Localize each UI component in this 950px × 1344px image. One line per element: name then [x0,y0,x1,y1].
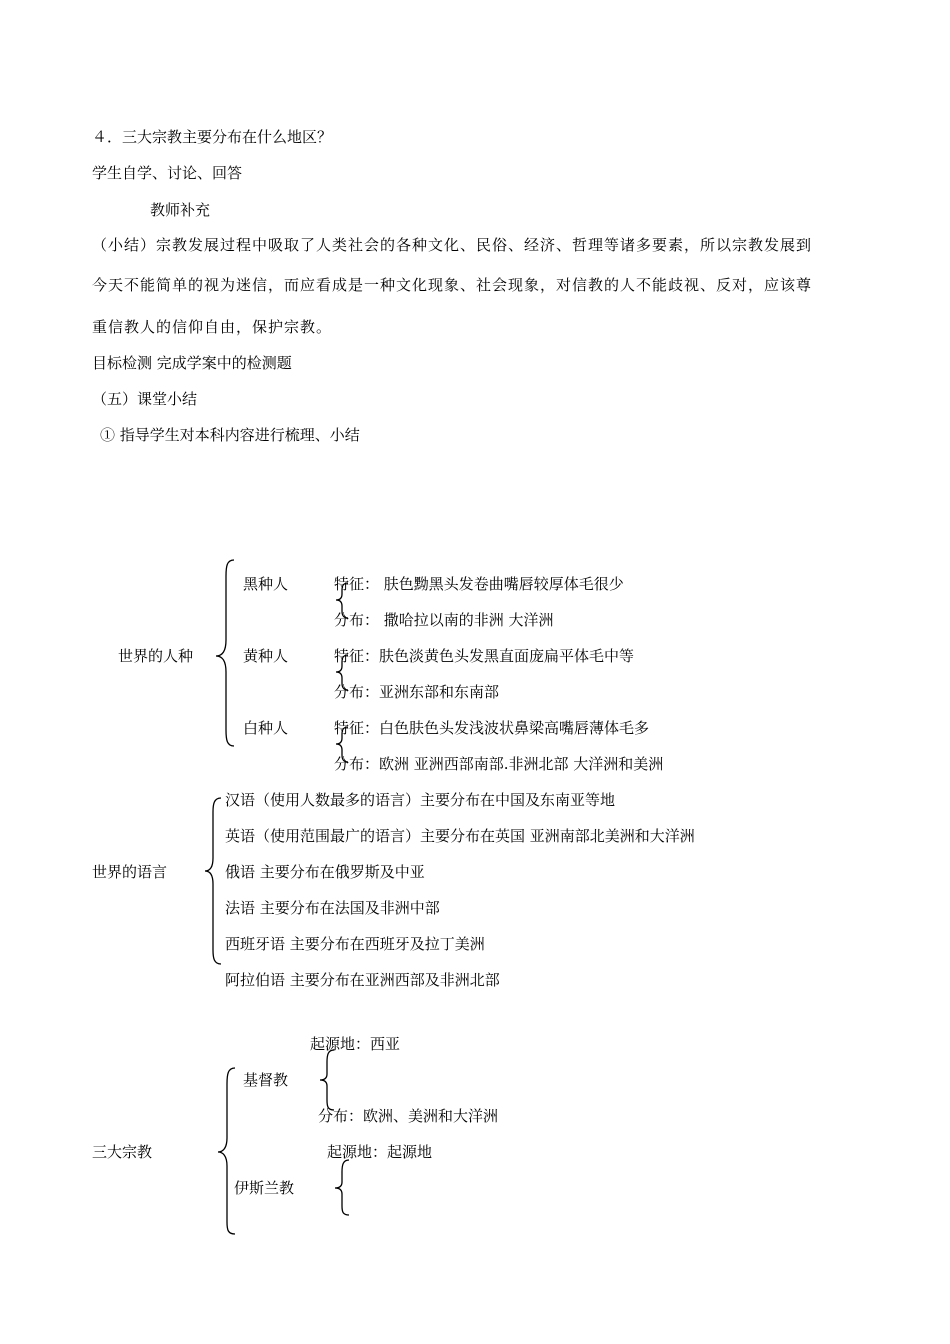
races-title: 世界的人种 [118,647,194,665]
teacher-supplement: 教师补充 [150,201,211,219]
christianity-origin: 起源地：西亚 [310,1035,401,1053]
languages-title: 世界的语言 [92,863,168,881]
islam-name: 伊斯兰教 [234,1179,295,1197]
christianity-brace [320,1050,334,1110]
races-main-brace [216,560,234,746]
religions-main-brace [218,1068,235,1234]
languages-brace [205,798,221,964]
language-item: 西班牙语 主要分布在西班牙及拉丁美洲 [225,935,485,953]
race-features-white: 特征：白色肤色头发浅波状鼻梁高嘴唇薄体毛多 [334,719,650,737]
christianity-distribution: 分布：欧洲、美洲和大洋洲 [318,1107,499,1125]
language-item: 汉语（使用人数最多的语言）主要分布在中国及东南亚等地 [225,791,616,809]
section-5-heading: （五）课堂小结 [92,390,198,408]
race-distribution-black: 分布： 撒哈拉以南的非洲 大洋洲 [334,611,554,629]
students-activity: 学生自学、讨论、回答 [92,164,243,182]
summary-item-1: ① 指导学生对本科内容进行梳理、小结 [100,426,360,444]
islam-origin: 起源地：起源地 [327,1143,433,1161]
language-item: 阿拉伯语 主要分布在亚洲西部及非洲北部 [225,971,500,989]
language-item: 英语（使用范围最广的语言）主要分布在英国 亚洲南部北美洲和大洋洲 [225,827,695,845]
summary-line-3: 重信教人的信仰自由，保护宗教。 [92,318,333,336]
race-features-black: 特征： 肤色黝黑头发卷曲嘴唇较厚体毛很少 [334,575,624,593]
question-4: ４．三大宗教主要分布在什么地区？ [92,128,333,146]
race-features-yellow: 特征：肤色淡黄色头发黑直面庞扁平体毛中等 [334,647,635,665]
language-item: 法语 主要分布在法国及非洲中部 [225,899,440,917]
race-name-black: 黑种人 [243,575,289,593]
summary-line-2: 今天不能简单的视为迷信，而应看成是一种文化现象、社会现象，对信教的人不能歧视、反对，应该尊 [92,276,813,294]
christianity-name: 基督教 [243,1071,289,1089]
summary-line-1: （小结）宗教发展过程中吸取了人类社会的各种文化、民俗、经济、哲理等诸多要素，所以宗教发展到 [92,236,813,254]
race-distribution-white: 分布：欧洲 亚洲西部南部.非洲北部 大洋洲和美洲 [334,755,664,773]
race-name-white: 白种人 [243,719,289,737]
language-item: 俄语 主要分布在俄罗斯及中亚 [225,863,425,881]
race-distribution-yellow: 分布：亚洲东部和东南部 [334,683,500,701]
islam-brace [335,1160,349,1215]
religions-title: 三大宗教 [92,1143,153,1161]
target-test: 目标检测 完成学案中的检测题 [92,354,292,372]
race-name-yellow: 黄种人 [243,647,289,665]
